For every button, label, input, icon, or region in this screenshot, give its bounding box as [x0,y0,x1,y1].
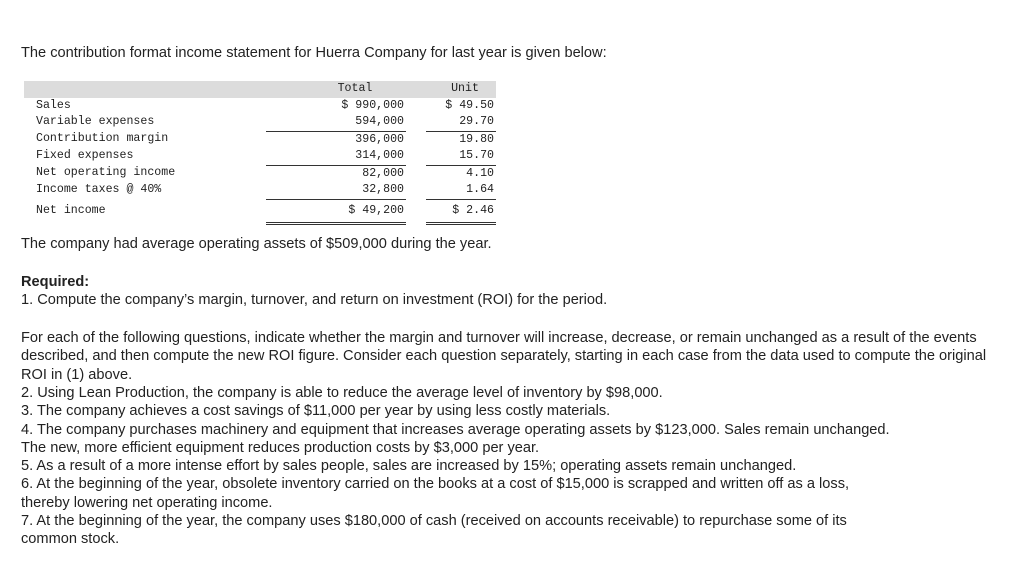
row-total: 314,000 [266,148,406,165]
row-unit: 29.70 [426,114,496,131]
table-header-row [24,81,496,98]
intro-text: The contribution format income statement for Huerra Company for last year is given below: [21,45,607,61]
row-unit: 15.70 [426,148,496,165]
table-row [24,114,496,131]
question-line: thereby lowering net operating income. [21,494,273,511]
question-line: The new, more efficient equipment reduces production costs by $3,000 per year. [21,439,540,456]
row-label: Contribution margin [36,132,169,146]
row-unit: $ 2.46 [426,199,496,223]
row-unit: 1.64 [426,182,496,199]
table-row [24,199,496,223]
row-label: Net income [36,204,106,217]
question-line: 4. The company purchases machinery and equipment that increases average operating assets by $123,000. Sales remain unchanged. [21,421,890,438]
question-line: 5. As a result of a more intense effort by sales people, sales are increased by 15%; operating assets remain unchanged. [21,458,797,475]
row-label: Net operating income [36,166,176,180]
table-row [24,165,496,182]
table-row [24,131,496,148]
row-total: 82,000 [362,166,404,180]
table-row [24,98,496,115]
row-unit: $ 49.50 [445,98,494,112]
question-line: 3. The company achieves a cost savings of $11,000 per year by using less costly materials. [21,403,611,420]
row-label: Variable expenses [36,115,155,129]
operating-assets-text: The company had average operating assets of $509,000 during the year. [21,236,492,252]
header-label-cell [24,81,266,98]
row-unit: 4.10 [466,166,494,180]
table-row [24,148,496,165]
row-label: Income taxes @ 40% [36,183,162,197]
row-total: $ 49,200 [266,199,406,223]
question-line: 7. At the beginning of the year, the company uses $180,000 of cash (received on accounts receivable) to repurchase some of its [21,513,847,530]
row-total: 594,000 [266,114,406,131]
question-1: 1. Compute the company’s margin, turnover, and return on investment (ROI) for the period. [21,292,608,308]
instructions-paragraph: For each of the following questions, indicate whether the margin and turnover will increase, decrease, or remain unchanged as a result of the events described, and then compute the new ROI figure. Consider each question separately, starting in each case from the data used to compute the original ROI in (1) above. [21,330,987,383]
question-line: 2. Using Lean Production, the company is able to reduce the average level of inventory by $98,000. [21,385,663,401]
question-line: common stock. [21,531,120,548]
table-row [24,182,496,199]
row-total: $ 990,000 [341,98,404,112]
question-list [21,384,890,549]
row-total: 396,000 [355,132,404,146]
row-unit: 19.80 [459,132,494,146]
header-total: Total [266,81,406,98]
row-label: Fixed expenses [36,149,134,163]
row-label: Sales [36,98,71,112]
required-heading: Required: [21,274,90,290]
row-total: 32,800 [266,182,406,199]
question-line: 6. At the beginning of the year, obsolete inventory carried on the books at a cost of $15,000 is scrapped and written off as a loss, [21,476,850,493]
header-unit: Unit [426,81,496,98]
income-statement-table [24,81,496,225]
